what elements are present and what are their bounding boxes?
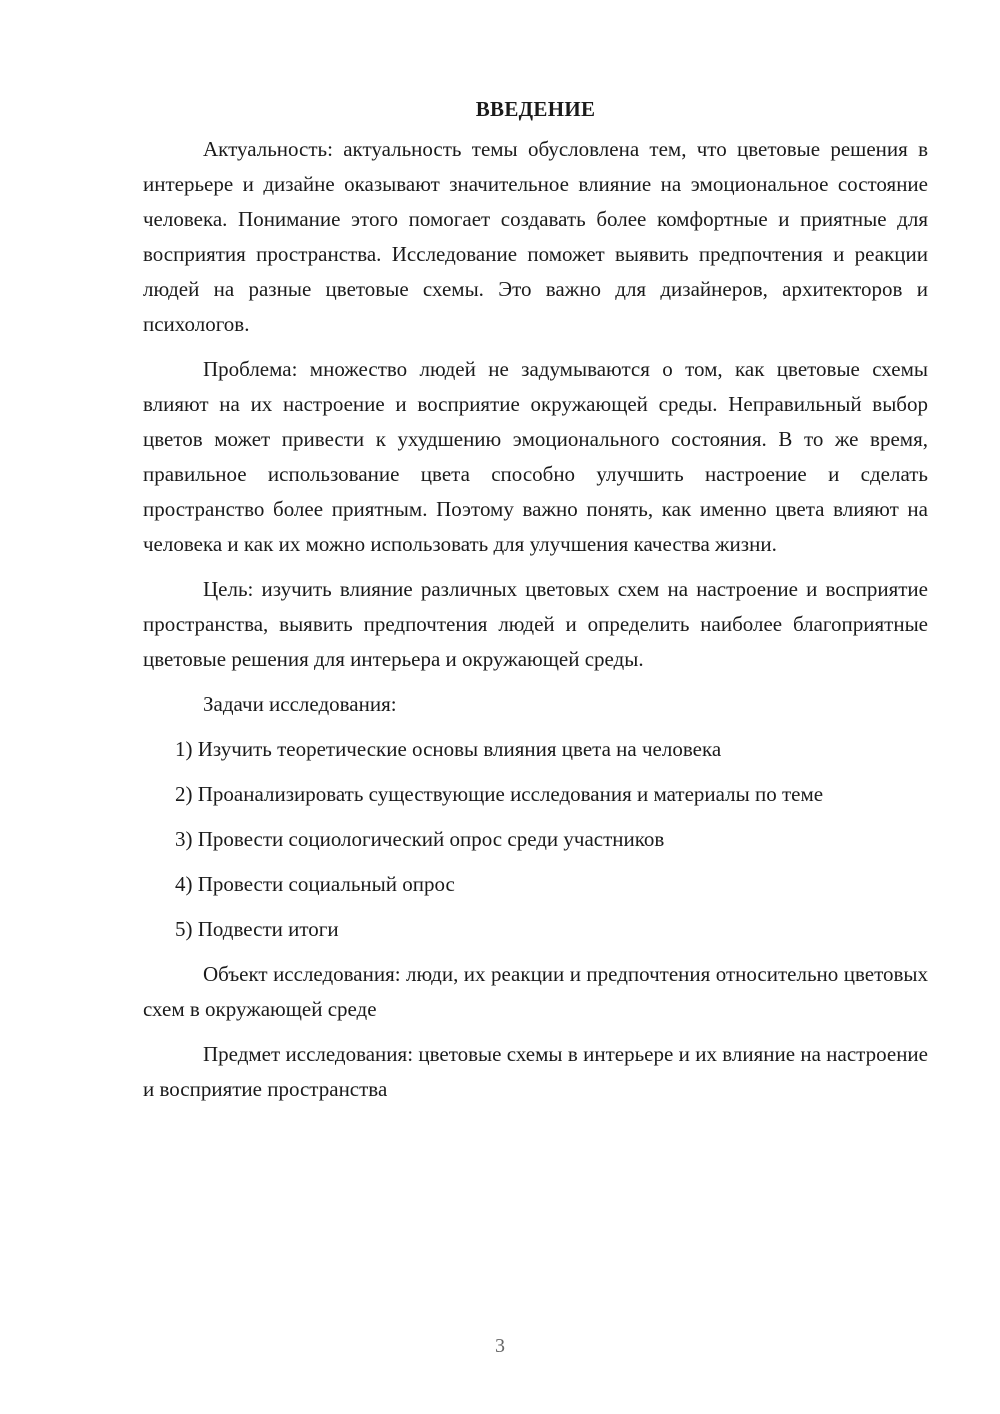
task-item: 5) Подвести итоги (175, 917, 339, 941)
task-item: 4) Провести социальный опрос (175, 872, 455, 896)
page-title: ВВЕДЕНИЕ (475, 97, 596, 121)
goal-paragraph: Цель: изучить влияние различных цветовых схем на настроение и восприятие пространства, выявить предпочтения людей и определить наиболее благоприятные цветовые решения для интерьера и окружающей среды. (143, 577, 928, 671)
object-paragraph: Объект исследования: люди, их реакции и предпочтения относительно цветовых схем в окружающей среде (143, 962, 928, 1021)
problem-paragraph: Проблема: множество людей не задумываются о том, как цветовые схемы влияют на их настроение и восприятие окружающей среды. Неправильный выбор цветов может привести к ухудшению эмоционального состояния. В то же время, правильное использование цвета способно улучшить настроение и сделать пространство более приятным. Поэтому важно понять, как именно цвета влияют на человека и как их можно использовать для улучшения качества жизни. (143, 357, 928, 556)
task-item: 1) Изучить теоретические основы влияния цвета на человека (175, 737, 722, 761)
page-number: 3 (495, 1335, 505, 1357)
task-item: 2) Проанализировать существующие исследования и материалы по теме (175, 782, 824, 806)
relevance-paragraph: Актуальность: актуальность темы обусловлена тем, что цветовые решения в интерьере и дизайне оказывают значительное влияние на эмоциональное состояние человека. Понимание этого помогает создавать более комфортные и приятные для восприятия пространства. Исследование поможет выявить предпочтения и реакции людей на разные цветовые схемы. Это важно для дизайнеров, архитекторов и психологов. (143, 137, 928, 336)
subject-paragraph: Предмет исследования: цветовые схемы в интерьере и их влияние на настроение и восприятие пространства (143, 1042, 928, 1101)
tasks-heading: Задачи исследования: (203, 692, 397, 716)
document-page (143, 94, 928, 1117)
task-item: 3) Провести социологический опрос среди участников (175, 827, 665, 851)
